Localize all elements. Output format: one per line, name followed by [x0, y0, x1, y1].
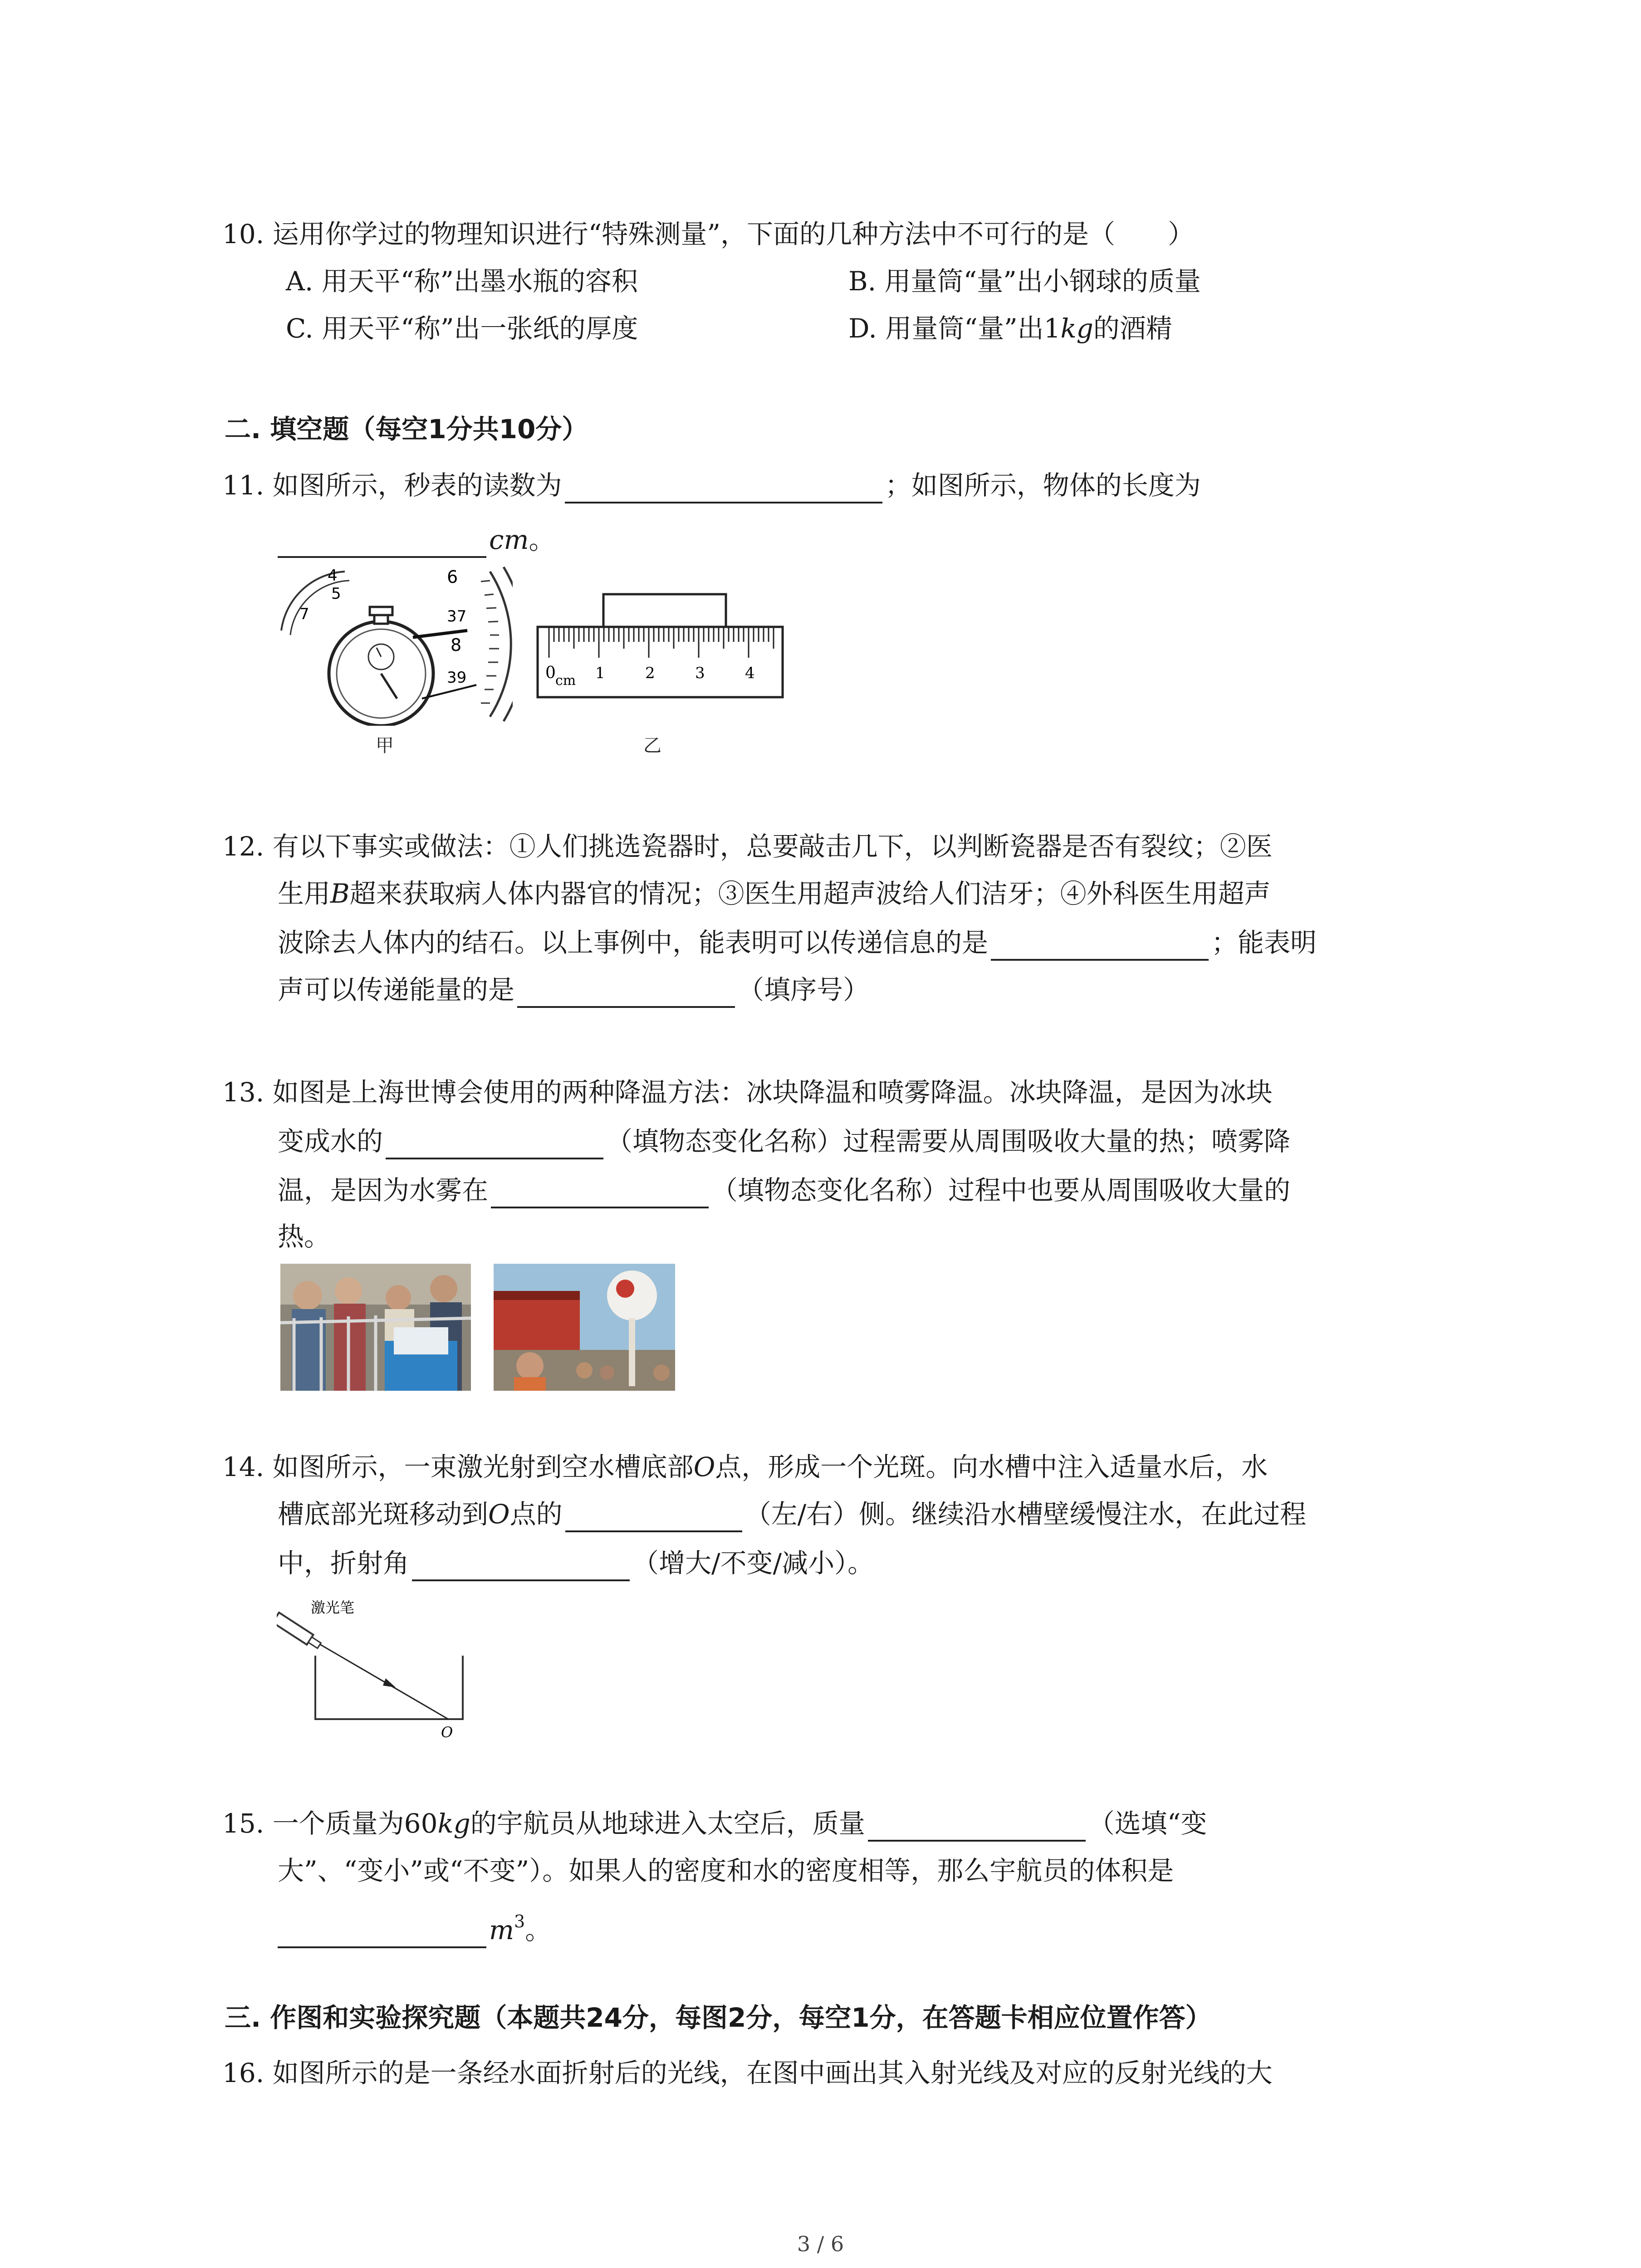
- q12-line2: 生用B超来获取病人体内器官的情况；③医生用超声波给人们洁牙；④外科医生用超声: [278, 878, 1271, 909]
- ruler-figure: [535, 590, 789, 703]
- ruler-icon: [535, 590, 789, 703]
- svg-text:6: 6: [447, 567, 458, 587]
- section-2-heading: 二. 填空题（每空1分共10分）: [225, 414, 588, 445]
- section-3-heading: 三. 作图和实验探究题（本题共24分，每图2分，每空1分，在答题卡相应位置作答）: [225, 2002, 1212, 2033]
- q14-line1: 14. 如图所示，一束激光射到空水槽底部O点，形成一个光斑。向水槽中注入适量水后，水: [222, 1452, 1268, 1482]
- q10-option-d: D. 用量筒“量”出1kg的酒精: [848, 313, 1172, 344]
- svg-text:3: 3: [695, 664, 705, 682]
- q12-line3: 波除去人体内的结石。以上事例中，能表明可以传递信息的是 ；能表明: [278, 924, 1317, 961]
- svg-text:cm: cm: [555, 673, 576, 689]
- q14-blank-side[interactable]: [565, 1502, 742, 1532]
- q14-line3: 中，折射角 （增大/不变/减小）。: [278, 1545, 874, 1581]
- svg-text:39: 39: [447, 669, 467, 687]
- laser-diagram: [277, 1597, 467, 1742]
- q10-option-b: B. 用量筒“量”出小钢球的质量: [848, 266, 1201, 297]
- svg-text:4: 4: [328, 567, 338, 585]
- q13-blank-ice[interactable]: [386, 1129, 603, 1159]
- q16-line1: 16. 如图所示的是一条经水面折射后的光线，在图中画出其入射光线及对应的反射光线的大: [222, 2058, 1273, 2088]
- mist-cooling-photo: [494, 1264, 675, 1391]
- fig-caption-jia: 甲: [376, 735, 394, 756]
- svg-text:O: O: [441, 1724, 453, 1741]
- svg-text:4: 4: [745, 664, 755, 682]
- q13-line2: 变成水的 （填物态变化名称）过程需要从周围吸收大量的热；喷雾降: [278, 1123, 1290, 1159]
- svg-text:1: 1: [595, 664, 605, 682]
- q12-line1: 12. 有以下事实或做法：①人们挑选瓷器时，总要敲击几下，以判断瓷器是否有裂纹；②医: [222, 831, 1273, 862]
- q14-blank-angle[interactable]: [412, 1551, 630, 1581]
- svg-text:激光笔: 激光笔: [311, 1599, 355, 1616]
- q13-blank-mist[interactable]: [491, 1178, 709, 1208]
- laser-tank-figure: [277, 1597, 467, 1742]
- q12-blank-info[interactable]: [991, 931, 1209, 961]
- q14-line2: 槽底部光斑移动到O点的 （左/右）侧。继续沿水槽壁缓慢注水，在此过程: [278, 1496, 1306, 1532]
- fig-caption-yi: 乙: [643, 735, 661, 756]
- q15-blank-mass[interactable]: [868, 1812, 1086, 1842]
- page-number: 3 / 6: [797, 2232, 844, 2256]
- q13-line1: 13. 如图是上海世博会使用的两种降温方法：冰块降温和喷雾降温。冰块降温，是因为冰块: [222, 1077, 1273, 1108]
- svg-text:7: 7: [299, 605, 309, 623]
- q15-line3: $m^3$。: [278, 1903, 551, 1948]
- q11-line1: 11. 如图所示，秒表的读数为 ；如图所示，物体的长度为: [222, 467, 1201, 503]
- ice-cooling-photo: [280, 1264, 471, 1391]
- stopwatch-figure: [277, 562, 513, 726]
- q11-line2: cm。: [278, 522, 555, 558]
- q15-line1: 15. 一个质量为60kg的宇航员从地球进入太空后，质量 （选填“变: [222, 1805, 1207, 1842]
- svg-text:37: 37: [447, 607, 467, 626]
- q15-line2: 大”、“变小”或“不变”）。如果人的密度和水的密度相等，那么宇航员的体积是: [278, 1855, 1174, 1886]
- q11-blank-length[interactable]: [278, 528, 486, 558]
- q10-option-c: C. 用天平“称”出一张纸的厚度: [286, 313, 638, 344]
- q13-line4: 热。: [278, 1221, 331, 1252]
- q12-line4: 声可以传递能量的是 （填序号）: [278, 972, 869, 1008]
- q15-blank-volume[interactable]: [278, 1918, 486, 1948]
- svg-text:8: 8: [451, 635, 462, 655]
- q11-blank-stopwatch[interactable]: [565, 474, 882, 503]
- svg-text:0: 0: [545, 664, 556, 682]
- stopwatch-icon: [277, 562, 513, 726]
- svg-text:5: 5: [331, 585, 341, 603]
- q12-blank-energy[interactable]: [517, 978, 735, 1008]
- q13-line3: 温，是因为水雾在 （填物态变化名称）过程中也要从周围吸收大量的: [278, 1172, 1290, 1208]
- svg-text:2: 2: [645, 664, 655, 682]
- q10-stem: 10. 运用你学过的物理知识进行“特殊测量”，下面的几种方法中不可行的是（ ）: [222, 219, 1194, 249]
- q10-option-a: A. 用天平“称”出墨水瓶的容积: [286, 266, 638, 297]
